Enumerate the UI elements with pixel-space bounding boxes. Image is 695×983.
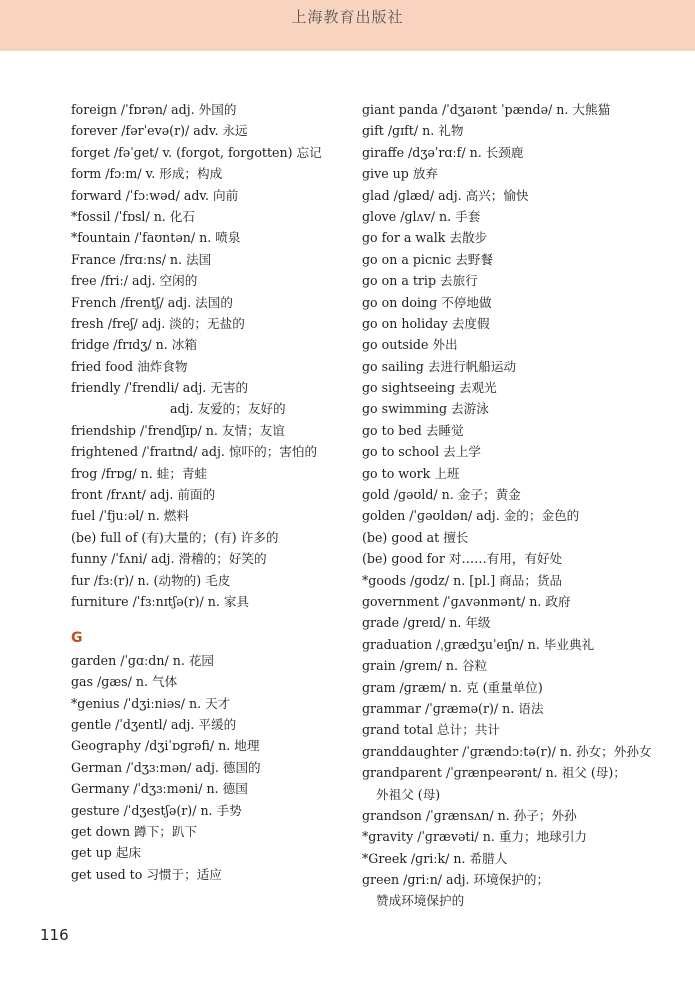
glossary-entry: *fountain /ˈfaʊntən/ n. 喷泉 (71, 230, 241, 246)
glossary-entry: gentle /ˈdʒentl/ adj. 平缓的 (71, 716, 237, 732)
glossary-entry: go sailing 去进行帆船运动 (362, 358, 517, 374)
glossary-entry: (be) good at 擅长 (362, 529, 469, 545)
page-header-band (0, 0, 695, 51)
glossary-entry: glove /ɡlʌv/ n. 手套 (362, 208, 481, 224)
section-heading-g: G (71, 630, 83, 647)
glossary-entry: fuel /ˈfjuːəl/ n. 燃料 (71, 508, 189, 524)
glossary-entry: government /ˈɡʌvənmənt/ n. 政府 (362, 593, 571, 609)
glossary-entry: grandparent /ˈɡrænpeərənt/ n. 祖父 (母)； (362, 765, 626, 781)
glossary-entry: graduation /ˌɡrædʒuˈeɪʃn/ n. 毕业典礼 (362, 636, 595, 652)
glossary-entry: French /frentʃ/ adj. 法国的 (71, 294, 233, 310)
glossary-entry: (be) full of (有)大量的；(有) 许多的 (71, 529, 279, 545)
glossary-entry: grain /ɡreɪn/ n. 谷粒 (362, 658, 488, 674)
glossary-entry: *gravity /ˈɡrævəti/ n. 重力；地球引力 (362, 829, 588, 845)
glossary-entry: form /fɔːm/ v. 形成；构成 (71, 166, 223, 182)
glossary-entry: granddaughter /ˈɡrændɔːtə(r)/ n. 孙女；外孙女 (362, 743, 652, 759)
glossary-entry: get up 起床 (71, 845, 141, 861)
glossary-entry: go on a picnic 去野餐 (362, 251, 493, 267)
glossary-entry: giraffe /dʒəˈrɑːf/ n. 长颈鹿 (362, 144, 524, 160)
glossary-entry: German /ˈdʒɜːmən/ adj. 德国的 (71, 759, 261, 775)
glossary-entry: furniture /ˈfɜːnɪtʃə(r)/ n. 家具 (71, 593, 250, 609)
glossary-entry: fridge /frɪdʒ/ n. 冰箱 (71, 337, 197, 353)
glossary-entry: get down 蹲下；趴下 (71, 823, 198, 839)
glossary-entry: go on a trip 去旅行 (362, 273, 478, 289)
glossary-entry: green /ɡriːn/ adj. 环境保护的； (362, 872, 550, 888)
glossary-entry: gesture /ˈdʒestʃə(r)/ n. 手势 (71, 802, 242, 818)
glossary-entry: get used to 习惯于；适应 (71, 866, 222, 882)
glossary-entry: front /frʌnt/ adj. 前面的 (71, 487, 216, 503)
glossary-entry: forget /fəˈɡet/ v. (forgot, forgotten) 忘记 (71, 144, 322, 160)
glossary-entry: go swimming 去游泳 (362, 401, 489, 417)
glossary-entry: go sightseeing 去观光 (362, 380, 497, 396)
glossary-entry: France /frɑːns/ n. 法国 (71, 251, 212, 267)
glossary-entry: friendly /ˈfrendli/ adj. 无害的 (71, 380, 249, 396)
glossary-entry: gold /ɡəʊld/ n. 金子；黄金 (362, 487, 521, 503)
glossary-entry-continuation: adj. 友爱的；友好的 (170, 401, 286, 417)
glossary-entry: Germany /ˈdʒɜːməni/ n. 德国 (71, 781, 248, 797)
glossary-entry: go for a walk 去散步 (362, 230, 488, 246)
page-number: 116 (40, 926, 69, 944)
glossary-entry: garden /ˈɡɑːdn/ n. 花园 (71, 652, 215, 668)
glossary-entry: fur /fɜː(r)/ n. (动物的) 毛皮 (71, 572, 231, 588)
left-glossary-column (71, 99, 346, 885)
glossary-entry: go to work 上班 (362, 465, 460, 481)
glossary-entry: free /friː/ adj. 空闲的 (71, 273, 198, 289)
publisher-name: 上海教育出版社 (291, 8, 404, 26)
glossary-entry: funny /ˈfʌni/ adj. 滑稽的；好笑的 (71, 551, 267, 567)
glossary-entry-continuation: 赞成环境保护的 (376, 893, 465, 909)
glossary-entry-continuation: 外祖父 (母) (376, 786, 441, 802)
glossary-entry: gram /ɡræm/ n. 克 (重量单位) (362, 679, 543, 695)
glossary-entry: *fossil /ˈfɒsl/ n. 化石 (71, 208, 195, 224)
section-spacer (71, 612, 346, 628)
glossary-entry: giant panda /ˈdʒaɪənt ˈpændə/ n. 大熊猫 (362, 102, 611, 117)
right-glossary-column (362, 99, 672, 912)
glossary-entry: grandson /ˈɡrænsʌn/ n. 孙子；外孙 (362, 807, 577, 823)
glossary-entry: go outside 外出 (362, 337, 458, 353)
glossary-entry: grammar /ˈɡræmə(r)/ n. 语法 (362, 700, 544, 716)
glossary-entry: fresh /freʃ/ adj. 淡的；无盐的 (71, 315, 245, 331)
glossary-entry: golden /ˈɡəʊldən/ adj. 金的；金色的 (362, 508, 580, 524)
glossary-entry: *genius /ˈdʒiːniəs/ n. 天才 (71, 695, 231, 711)
glossary-entry: *Greek /ɡriːk/ n. 希腊人 (362, 850, 508, 866)
glossary-entry: grand total 总计；共计 (362, 722, 500, 738)
glossary-entry: frog /frɒɡ/ n. 蛙；青蛙 (71, 465, 208, 481)
glossary-entry: forever /fərˈevə(r)/ adv. 永远 (71, 123, 248, 139)
glossary-entry: grade /ɡreɪd/ n. 年级 (362, 615, 491, 631)
glossary-entry: friendship /ˈfrendʃɪp/ n. 友情；友谊 (71, 422, 285, 438)
glossary-entry: gift /ɡɪft/ n. 礼物 (362, 123, 464, 139)
glossary-entry: gas /ɡæs/ n. 气体 (71, 674, 178, 690)
glossary-entry: go to bed 去睡觉 (362, 422, 464, 438)
glossary-entry: foreign /ˈfɒrən/ adj. 外国的 (71, 102, 237, 117)
glossary-entry: glad /ɡlæd/ adj. 高兴；愉快 (362, 187, 529, 203)
glossary-entry: forward /ˈfɔːwəd/ adv. 向前 (71, 187, 239, 203)
glossary-entry: give up 放弃 (362, 166, 439, 182)
glossary-entry: *goods /ɡʊdz/ n. [pl.] 商品；货品 (362, 572, 563, 588)
glossary-entry: Geography /dʒiˈɒɡrəfi/ n. 地理 (71, 738, 260, 754)
glossary-entry: fried food 油炸食物 (71, 358, 188, 374)
glossary-entry: go on holiday 去度假 (362, 315, 490, 331)
glossary-entry: go to school 去上学 (362, 444, 481, 460)
glossary-entry: frightened /ˈfraɪtnd/ adj. 惊吓的；害怕的 (71, 444, 318, 460)
glossary-entry: (be) good for 对……有用，有好处 (362, 551, 563, 567)
glossary-entry: go on doing 不停地做 (362, 294, 492, 310)
